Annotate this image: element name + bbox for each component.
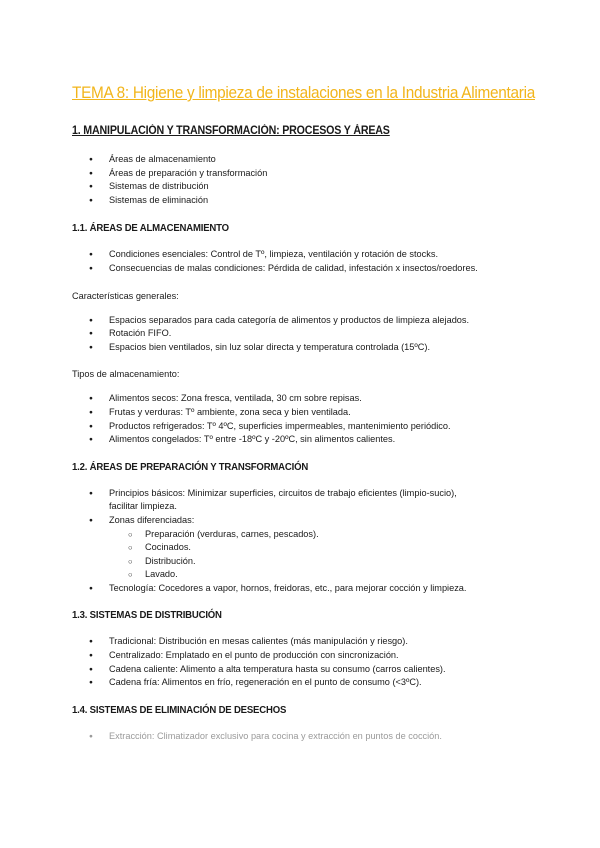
list-item: ● Rotación FIFO. <box>72 327 542 341</box>
list-item-line: Principios básicos: Minimizar superficies, circuitos de trabajo eficientes (limpio-sucio), <box>109 487 457 498</box>
list-item: ● Espacios bien ventilados, sin luz solar directa y temperatura controlada (15ºC). <box>72 341 542 355</box>
section-1-2-list <box>72 487 542 596</box>
section-1-1-list <box>72 248 542 275</box>
list-item: ● Áreas de preparación y transformación <box>72 167 542 181</box>
list-item: ● Extracción: Climatizador exclusivo para cocina y extracción en puntos de cocción. <box>72 730 542 744</box>
section-1-4-list <box>72 730 542 744</box>
list-item: ● Alimentos congelados: Tº entre -18ºC y -20ºC, sin alimentos calientes. <box>72 433 542 447</box>
list-item: ● Sistemas de distribución <box>72 180 542 194</box>
list-item: ● Áreas de almacenamiento <box>72 153 542 167</box>
sub-list-item: ○ Cocinados. <box>72 541 542 555</box>
list-item: ● Consecuencias de malas condiciones: Pérdida de calidad, infestación x insectos/roedores. <box>72 262 542 276</box>
list-item <box>72 487 542 514</box>
list-item: ● Centralizado: Emplatado en el punto de producción con sincronización. <box>72 649 542 663</box>
list-item: ● Productos refrigerados: Tº 4ºC, superficies impermeables, mantenimiento periódico. <box>72 420 542 434</box>
list-item: ● Alimentos secos: Zona fresca, ventilada, 30 cm sobre repisas. <box>72 392 542 406</box>
document-title: TEMA 8: Higiene y limpieza de instalaciones en la Industria Alimentaria <box>72 84 535 102</box>
list-item: ● Sistemas de eliminación <box>72 194 542 208</box>
section-1-1-heading: 1.1. ÁREAS DE ALMACENAMIENTO <box>72 223 229 235</box>
list-item: ● Zonas diferenciadas: <box>72 514 542 528</box>
general-characteristics-label: Características generales: <box>72 290 179 301</box>
section-1-4-heading: 1.4. SISTEMAS DE ELIMINACIÓN DE DESECHOS <box>72 704 287 716</box>
general-characteristics-list <box>72 314 542 355</box>
sub-list-item: ○ Distribución. <box>72 555 542 569</box>
storage-types-label: Tipos de almacenamiento: <box>72 369 180 380</box>
list-item: ● Frutas y verduras: Tº ambiente, zona seca y bien ventilada. <box>72 406 542 420</box>
section-1-list <box>72 153 542 207</box>
section-1-heading: 1. MANIPULACIÓN Y TRANSFORMACIÓN: PROCESOS Y ÁREAS <box>72 124 390 137</box>
list-item: ● Tecnología: Cocedores a vapor, hornos, freidoras, etc., para mejorar cocción y limpieza. <box>72 582 542 596</box>
list-item: ● Cadena fría: Alimentos en frío, regeneración en el punto de consumo (<3ºC). <box>72 676 542 690</box>
sub-list-item: ○ Preparación (verduras, carnes, pescados). <box>72 528 542 542</box>
list-item: ● Tradicional: Distribución en mesas calientes (más manipulación y riesgo). <box>72 635 542 649</box>
list-item: ● Condiciones esenciales: Control de Tº, limpieza, ventilación y rotación de stocks. <box>72 248 542 262</box>
sub-list-item: ○ Lavado. <box>72 568 542 582</box>
list-item-line: facilitar limpieza. <box>109 501 177 512</box>
section-1-2-heading: 1.2. ÁREAS DE PREPARACIÓN Y TRANSFORMACIÓN <box>72 461 309 473</box>
storage-types-list <box>72 392 542 446</box>
section-1-3-heading: 1.3. SISTEMAS DE DISTRIBUCIÓN <box>72 610 222 622</box>
list-item: ● Espacios separados para cada categoría de alimentos y productos de limpieza alejados. <box>72 314 542 328</box>
list-item: ● Cadena caliente: Alimento a alta temperatura hasta su consumo (carros calientes). <box>72 663 542 677</box>
document-page <box>72 84 542 743</box>
section-1-3-list <box>72 635 542 689</box>
